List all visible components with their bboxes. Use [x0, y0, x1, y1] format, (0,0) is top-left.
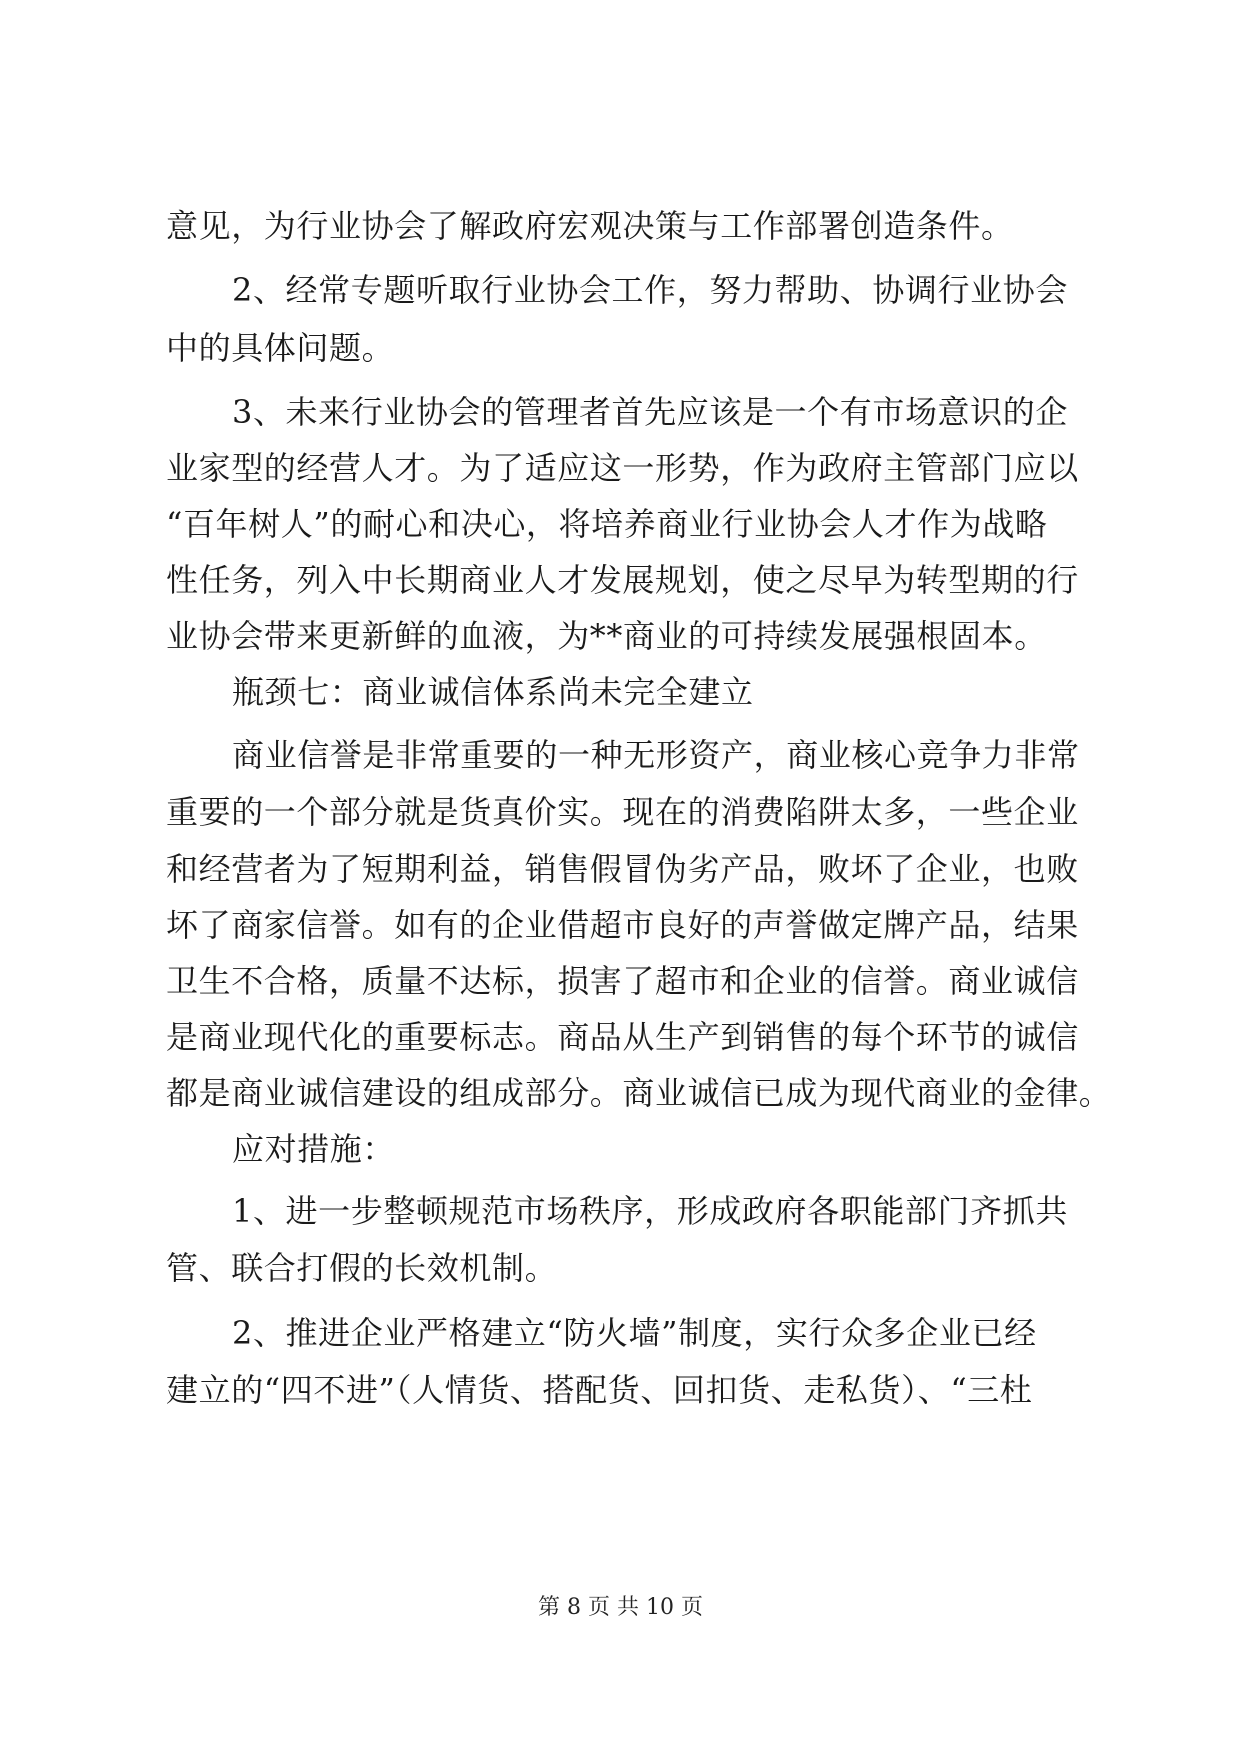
paragraph-line: 性任务，列入中长期商业人才发展规划，使之尽早为转型期的行: [166, 561, 1079, 599]
paragraph-line: 是商业现代化的重要标志。商品从生产到销售的每个环节的诚信: [166, 1018, 1079, 1056]
paragraph-line: 中的具体问题。: [166, 329, 395, 367]
paragraph-line: 商业信誉是非常重要的一种无形资产，商业核心竞争力非常: [232, 736, 1080, 774]
paragraph-line: 2、推进企业严格建立“防火墙”制度，实行众多企业已经: [232, 1314, 1037, 1352]
section-heading: 瓶颈七：商业诚信体系尚未完全建立: [232, 673, 754, 711]
paragraph-line: 都是商业诚信建设的组成部分。商业诚信已成为现代商业的金律。: [166, 1074, 1112, 1112]
paragraph-line: 意见，为行业协会了解政府宏观决策与工作部署创造条件。: [166, 207, 1014, 245]
paragraph-line: 坏了商家信誉。如有的企业借超市良好的声誉做定牌产品，结果: [166, 906, 1079, 944]
section-heading: 应对措施：: [232, 1130, 396, 1168]
paragraph-line: 重要的一个部分就是货真价实。现在的消费陷阱太多，一些企业: [166, 793, 1079, 831]
paragraph-line: 业协会带来更新鲜的血液，为**商业的可持续发展强根固本。: [166, 617, 1047, 655]
paragraph-line: 卫生不合格，质量不达标，损害了超市和企业的信誉。商业诚信: [166, 962, 1079, 1000]
paragraph-line: 1、进一步整顿规范市场秩序，形成政府各职能部门齐抓共: [232, 1192, 1068, 1230]
page-number: 第 8 页 共 10 页: [538, 1595, 703, 1620]
paragraph-line: 管、联合打假的长效机制。: [166, 1249, 558, 1287]
paragraph-line: “百年树人”的耐心和决心，将培养商业行业协会人才作为战略: [166, 505, 1048, 543]
paragraph-line: 业家型的经营人才。为了适应这一形势，作为政府主管部门应以: [166, 449, 1079, 487]
paragraph-line: 3、未来行业协会的管理者首先应该是一个有市场意识的企: [232, 393, 1068, 431]
paragraph-line: 2、经常专题听取行业协会工作，努力帮助、协调行业协会: [232, 271, 1068, 309]
paragraph-line: 和经营者为了短期利益，销售假冒伪劣产品，败坏了企业，也败: [166, 850, 1079, 888]
paragraph-line: 建立的“四不进”（人情货、搭配货、回扣货、走私货）、“三杜: [166, 1371, 1033, 1409]
